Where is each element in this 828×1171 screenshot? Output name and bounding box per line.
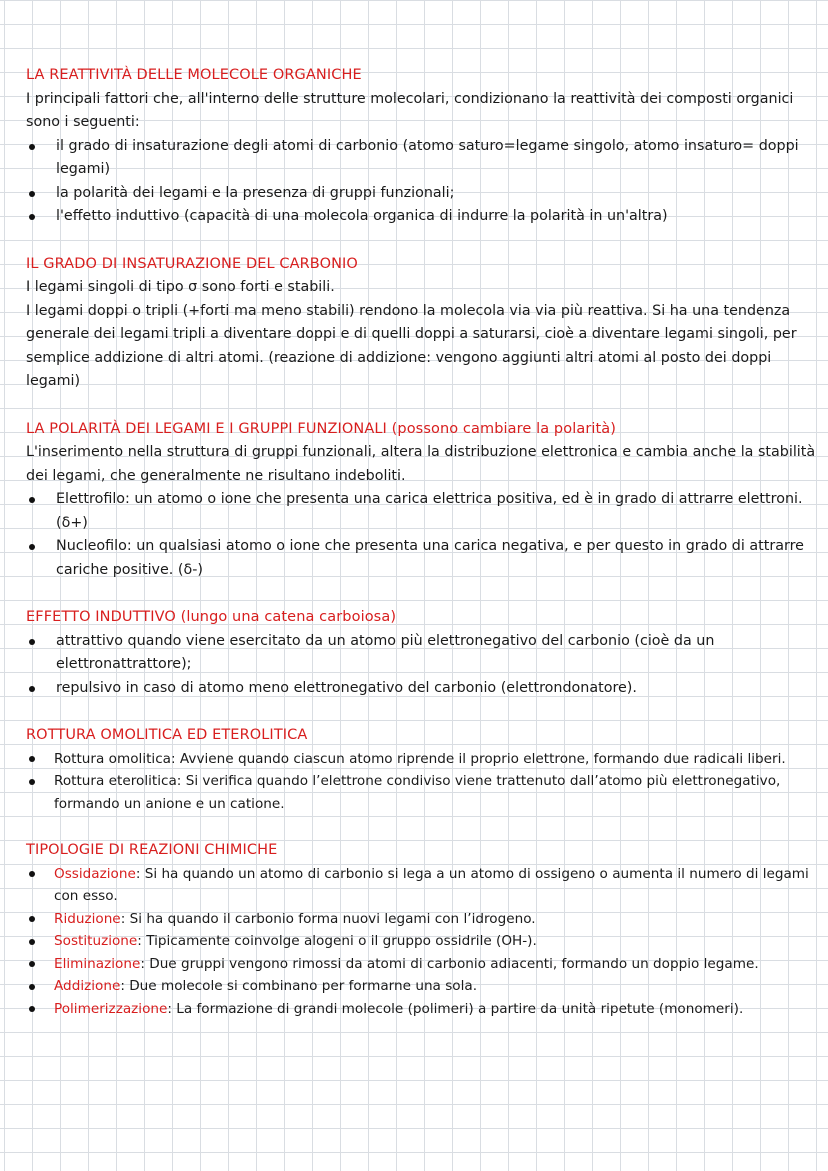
list-item: [26, 953, 816, 976]
list-item: Nucleofilo: un qualsiasi atomo o ione che presenta una carica negativa, e per questo in grado di attrarre cariche positive. (δ-): [26, 535, 816, 582]
list-item: [26, 930, 816, 953]
list-item: Rottura eterolitica: Si verifica quando l’elettrone condiviso viene trattenuto dall’atomo più elettronegativo, formando un anione e un catione.: [26, 770, 816, 815]
list-item: [26, 863, 816, 908]
paragraph: I principali fattori che, all'interno delle strutture molecolari, condizionano la reattività dei composti organici sono i seguenti:: [26, 90, 794, 130]
reaction-term: Sostituzione: [54, 933, 138, 949]
section-reattivita: [26, 64, 816, 229]
reaction-description: : Tipicamente coinvolge alogeni o il gruppo ossidrile (OH-).: [137, 933, 537, 949]
list-item: repulsivo in caso di atomo meno elettronegativo del carbonio (elettrondonatore).: [26, 677, 816, 701]
bullet-list: [26, 630, 816, 701]
list-item: la polarità dei legami e la presenza di gruppi funzionali;: [26, 182, 816, 206]
section-title: EFFETTO INDUTTIVO (lungo una catena carboiosa): [26, 609, 397, 625]
reaction-description: : Due molecole si combinano per formarne una sola.: [120, 978, 478, 994]
reaction-term: Addizione: [54, 978, 121, 994]
list-item: l'effetto induttivo (capacità di una molecola organica di indurre la polarità in un'altra): [26, 205, 816, 229]
reaction-term: Riduzione: [54, 910, 121, 927]
paragraph: I legami singoli di tipo σ sono forti e stabili.: [26, 279, 335, 295]
reaction-description: : Si ha quando il carbonio forma nuovi legami con l’idrogeno.: [120, 910, 536, 927]
list-item: il grado di insaturazione degli atomi di carbonio (atomo saturo=legame singolo, atomo insaturo= doppi legami): [26, 135, 816, 182]
section-tipologie: [26, 839, 816, 1020]
bullet-list: [26, 488, 816, 582]
reaction-description: : La formazione di grandi molecole (polimeri) a partire da unità ripetute (monomeri).: [167, 1000, 744, 1017]
reaction-description: : Due gruppi vengono rimossi da atomi di carbonio adiacenti, formando un doppio legame.: [140, 955, 759, 972]
paragraph: L'inserimento nella struttura di gruppi funzionali, altera la distribuzione elettronica e cambia anche la stabilità dei legami, che generalmente ne risultano indeboliti.: [26, 444, 816, 484]
section-insaturazione: [26, 253, 816, 394]
section-title: IL GRADO DI INSATURAZIONE DEL CARBONIO: [26, 255, 358, 272]
section-title: LA POLARITÀ DEI LEGAMI E I GRUPPI FUNZIONALI (possono cambiare la polarità): [26, 420, 617, 437]
section-title: LA REATTIVITÀ DELLE MOLECOLE ORGANICHE: [26, 67, 362, 83]
section-rottura: [26, 724, 816, 815]
section-effetto-induttivo: [26, 606, 816, 700]
section-polarita: [26, 418, 816, 583]
notes-page: [26, 64, 816, 1020]
paragraph: I legami doppi o tripli (+forti ma meno stabili) rendono la molecola via via più reattiva. Si ha una tendenza generale dei legami tripli a diventare doppi e di quelli doppi a saturarsi, cioè a diventare legami singoli, per semplice addizione di altri atomi. (reazione di addizione: vengono aggiunti altri atomi al posto dei doppi legami): [26, 302, 797, 389]
section-title: TIPOLOGIE DI REAZIONI CHIMICHE: [26, 842, 278, 858]
bullet-list: [26, 863, 816, 1021]
bullet-list: [26, 135, 816, 229]
list-item: [26, 908, 816, 931]
section-title: ROTTURA OMOLITICA ED ETEROLITICA: [26, 727, 308, 743]
list-item: Rottura omolitica: Avviene quando ciascun atomo riprende il proprio elettrone, formando due radicali liberi.: [26, 748, 816, 771]
list-item: Elettrofilo: un atomo o ione che presenta una carica elettrica positiva, ed è in grado di attrarre elettroni. (δ+): [26, 488, 816, 535]
bullet-list: [26, 748, 816, 816]
list-item: [26, 975, 816, 998]
reaction-term: Eliminazione: [54, 955, 141, 972]
list-item: [26, 998, 816, 1021]
reaction-term: Ossidazione: [54, 865, 136, 882]
list-item: attrattivo quando viene esercitato da un atomo più elettronegativo del carbonio (cioè da un elettronattrattore);: [26, 630, 816, 677]
reaction-description: : Si ha quando un atomo di carbonio si lega a un atomo di ossigeno o aumenta il numero di legami con esso.: [54, 865, 809, 904]
reaction-term: Polimerizzazione: [54, 1000, 168, 1017]
